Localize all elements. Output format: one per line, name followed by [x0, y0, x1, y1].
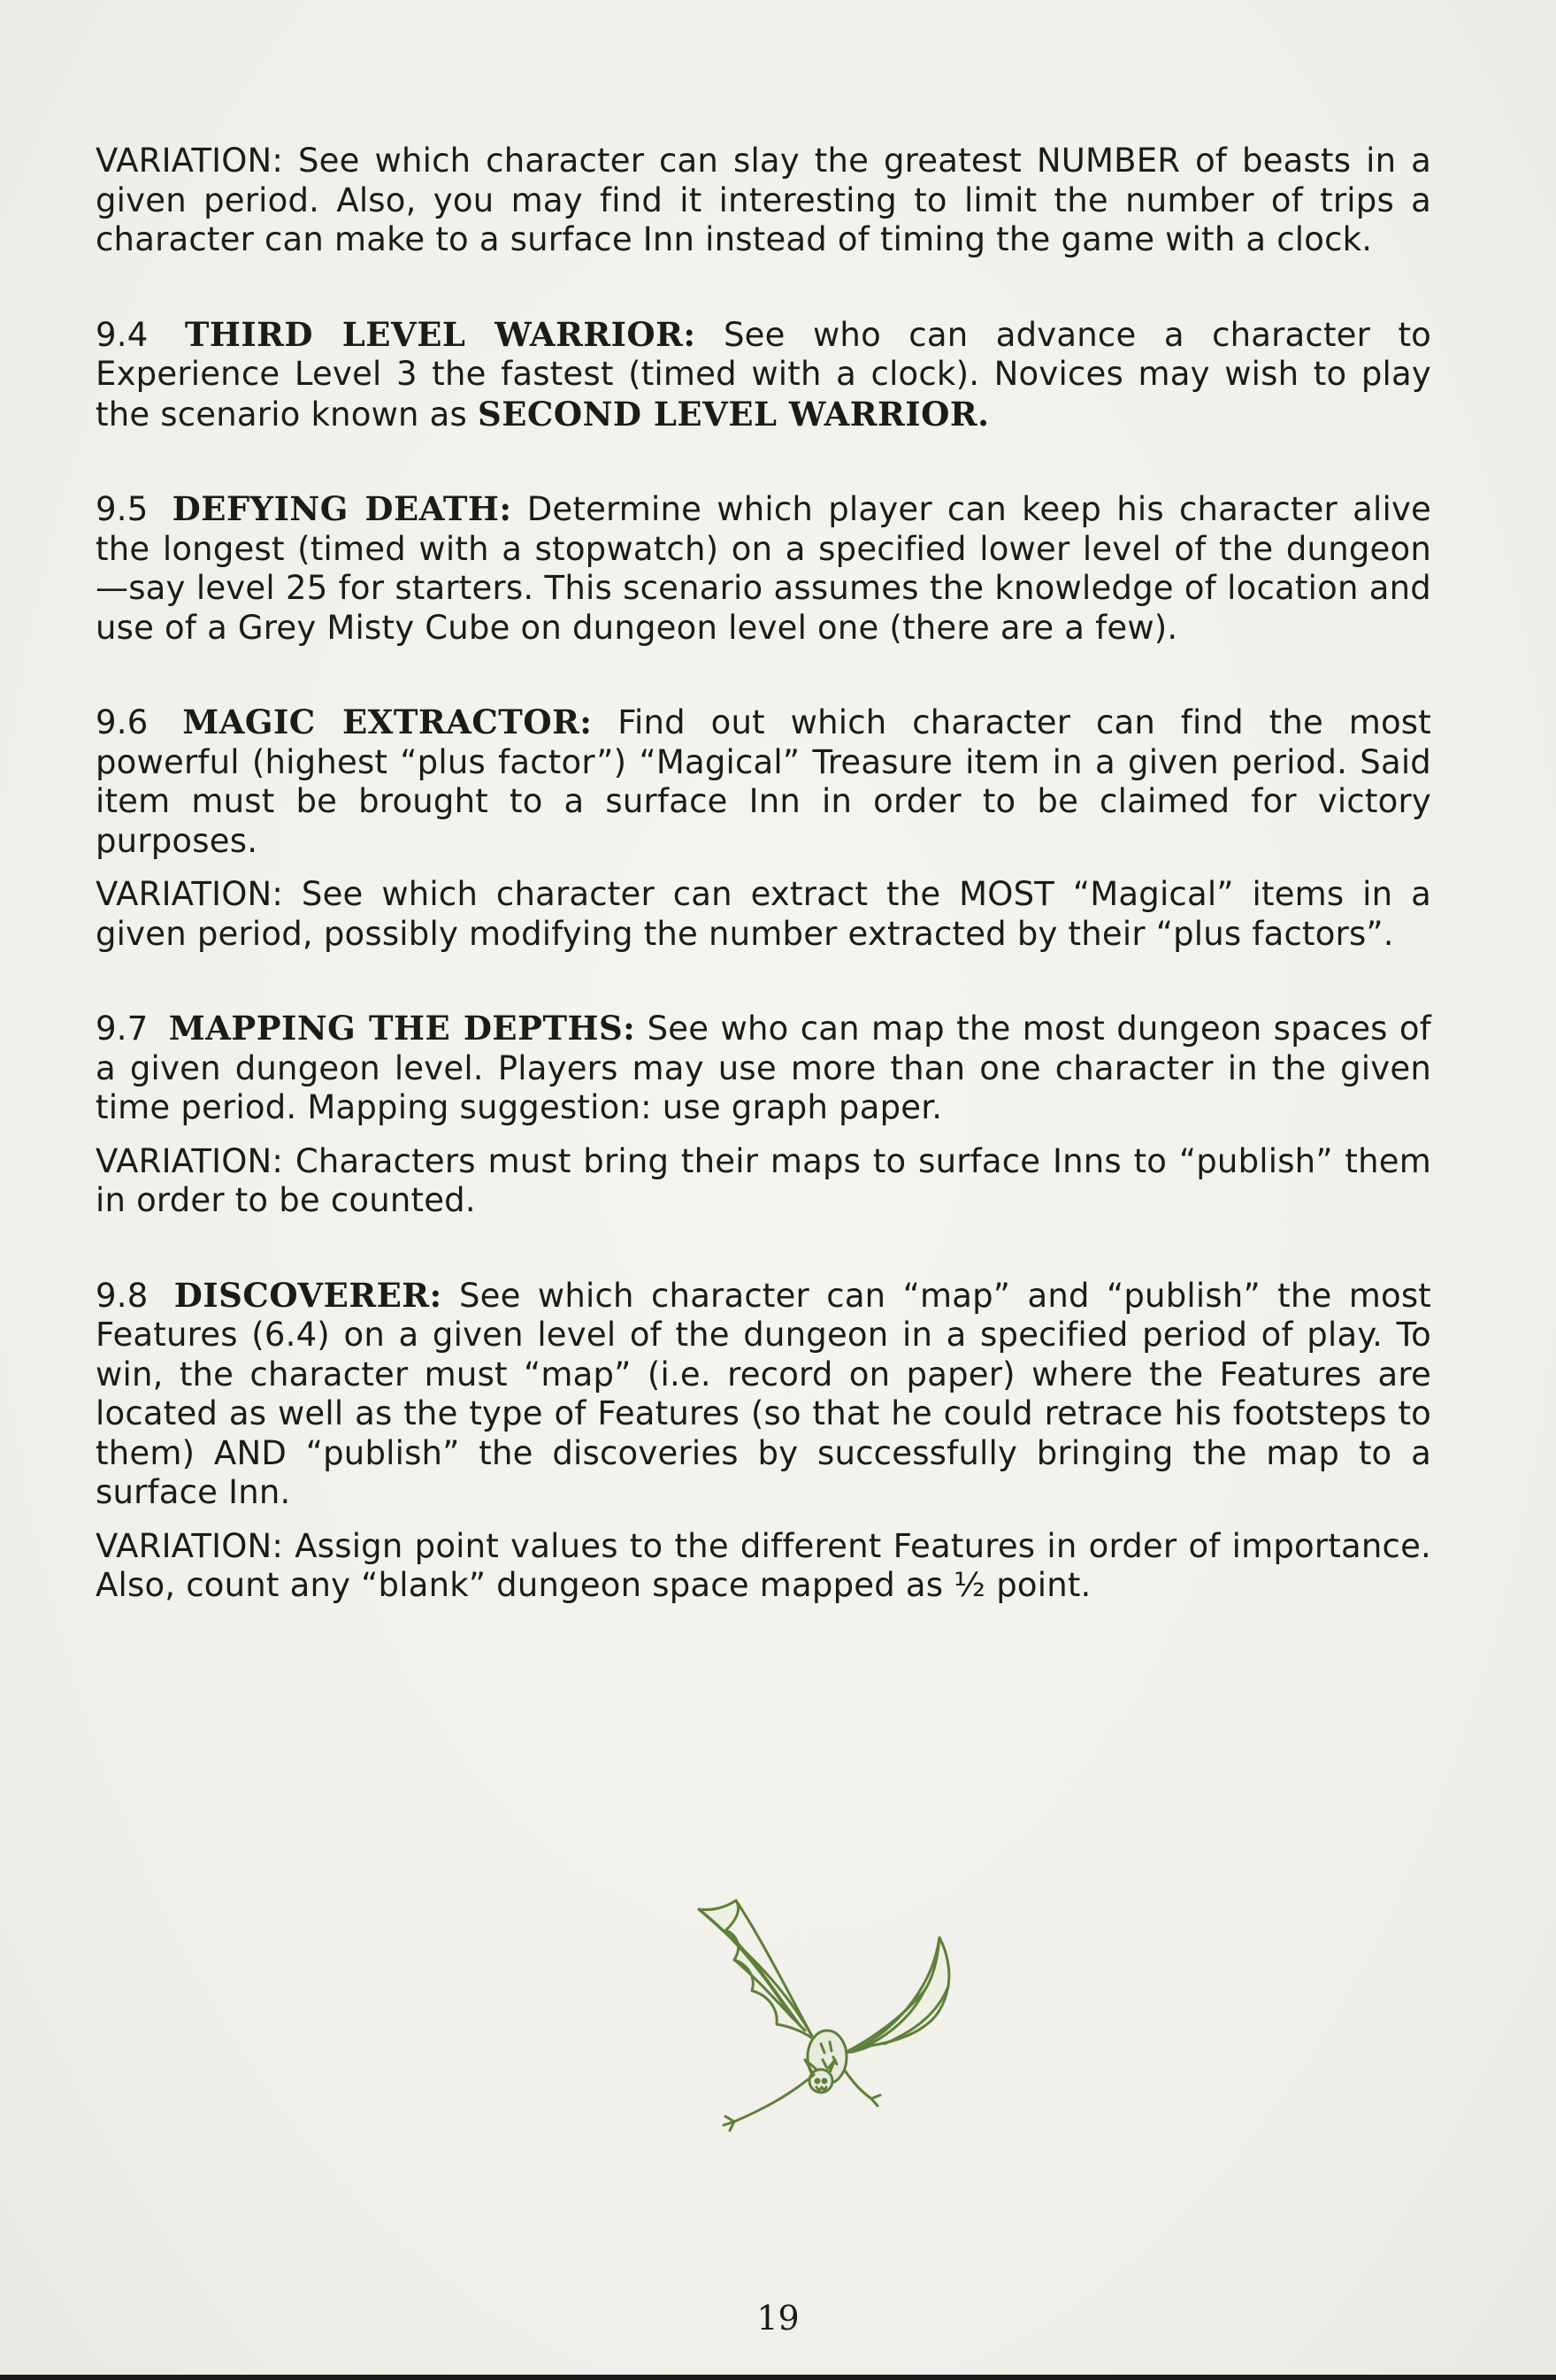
scenario-reference: SECOND LEVEL WARRIOR. [478, 394, 990, 434]
section-9-4 [96, 315, 1431, 435]
section-body: See who can advance a character to Experience Level 3 the fastest (timed with a clock). Novices may wish to play the scenario known as [96, 315, 1431, 434]
section-body: See which character can “map” and “publish” the most Features (6.4) on a given level of the dungeon in a specified period of play. To win, the character must “map” (i.e. record on paper) where the Features are located as well as the type of Features (so that he could retrace his footsteps to them) AND “publish” the discoveries by successfully bringing the map to a surface Inn. [96, 1276, 1432, 1511]
bat-icon [681, 1885, 973, 2141]
section-body: Determine which player can keep his character alive the longest (timed with a stopwatch) on a specified lower level of the dungeon—say level 25 for starters. This scenario assumes the knowledge of location and use of a Grey Misty Cube on dungeon level one (there are a few). [96, 490, 1432, 647]
section-9-8 [96, 1276, 1431, 1513]
section-title: THIRD LEVEL WARRIOR: [184, 314, 696, 354]
section-number: 9.4 [96, 315, 149, 354]
section-title: MAGIC EXTRACTOR: [182, 702, 593, 741]
section-9-7 [96, 1009, 1431, 1128]
variation-9-3: VARIATION: See which character can slay the greatest NUMBER of beasts in a given period. Also, you may find it interesting to limit the number of trips a character can make to a surface Inn instead of timing the game with a clock. [96, 142, 1431, 258]
variation-9-8: VARIATION: Assign point values to the different Features in order of importance. Also, count any “blank” dungeon space mapped as ½ point. [96, 1526, 1431, 1604]
section-number: 9.8 [96, 1276, 149, 1315]
section-number: 9.5 [96, 490, 149, 528]
section-body: Find out which character can find the most powerful (highest “plus factor”) “Magical” Treasure item in a given period. Said item must be brought to a surface Inn in order to be claimed for victory purposes. [96, 703, 1431, 860]
page-number: 19 [756, 2299, 800, 2338]
section-body: See who can map the most dungeon spaces of a given dungeon level. Players may use more than one character in the given time period. Mapping suggestion: use graph paper. [96, 1010, 1431, 1126]
section-title: MAPPING THE DEPTHS: [168, 1009, 636, 1048]
section-9-6 [96, 702, 1431, 861]
section-title: DEFYING DEATH: [172, 489, 512, 528]
variation-9-7: VARIATION: Characters must bring their maps to surface Inns to “publish” them in order to be counted. [96, 1141, 1431, 1219]
variation-9-6: VARIATION: See which character can extract the MOST “Magical” items in a given period, possibly modifying the number extracted by their “plus factors”. [96, 875, 1431, 953]
section-title: DISCOVERER: [173, 1275, 442, 1315]
section-number: 9.6 [96, 703, 149, 741]
page-edge [0, 2375, 1556, 2380]
section-number: 9.7 [96, 1010, 149, 1048]
page-content [96, 142, 1431, 1606]
section-9-5 [96, 489, 1431, 648]
